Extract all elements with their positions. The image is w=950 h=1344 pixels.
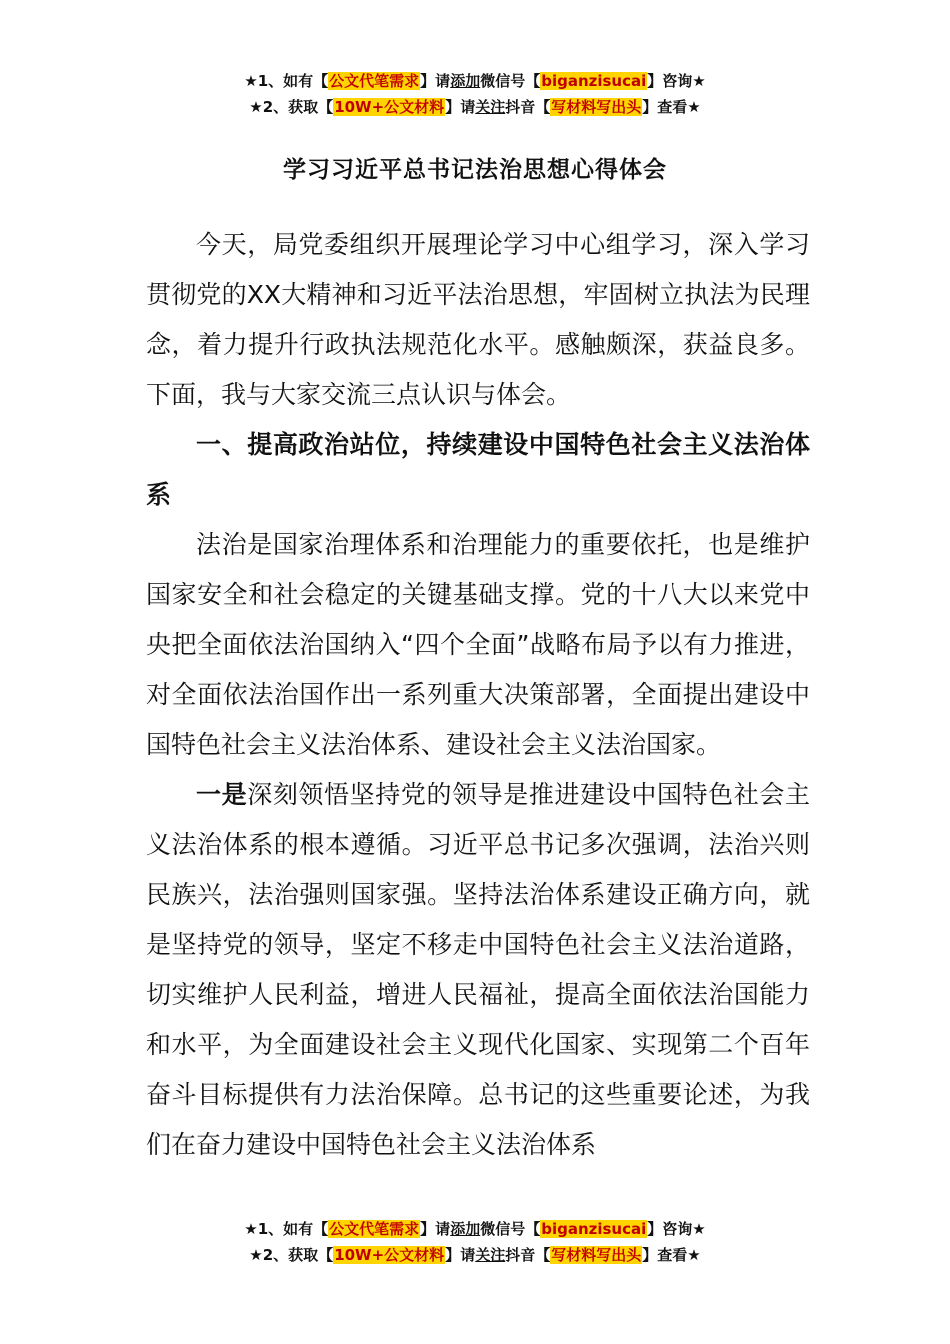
banner-line-1: ★1、如有【公文代笔需求】请添加微信号【biganzisucai】咨询★ bbox=[244, 1220, 706, 1238]
section-heading: 一、提高政治站位，持续建设中国特色社会主义法治体系 bbox=[146, 430, 810, 509]
banner-douyin-name: 写材料写出头 bbox=[551, 98, 642, 116]
banner-underline: 关注 bbox=[475, 98, 506, 116]
banner-underline: 添加 bbox=[450, 1220, 481, 1238]
banner-highlight: 公文代笔需求 bbox=[329, 72, 420, 90]
intro-paragraph: 今天，局党委组织开展理论学习中心组学习，深入学习贯彻党的XX大精神和习近平法治思想，牢固树立执法为民理念，着力提升行政执法规范化水平。感触颇深，获益良多。下面，我与大家交流三点认识与体会。 bbox=[146, 230, 810, 409]
banner-line-1: ★1、如有【公文代笔需求】请添加微信号【biganzisucai】咨询★ bbox=[244, 72, 706, 90]
banner-line-2: ★2、获取【10W+公文材料】请关注抖音【写材料写出头】查看★ bbox=[249, 98, 701, 116]
banner-underline: 关注 bbox=[475, 1246, 506, 1264]
banner-highlight: 10W+公文材料 bbox=[334, 1246, 445, 1264]
paragraph-text: 深刻领悟坚持党的领导是推进建设中国特色社会主义法治体系的根本遵循。习近平总书记多次强调，法治兴则民族兴，法治强则国家强。坚持法治体系建设正确方向，就是坚持党的领导，坚定不移走中国特色社会主义法治道路，切实维护人民利益，增进人民福祉，提高全面依法治国能力和水平，为全面建设社会主义现代化国家、实现第二个百年奋斗目标提供有力法治保障。总书记的这些重要论述，为我们在奋力建设中国特色社会主义法治体系 bbox=[146, 780, 810, 1159]
banner-wechat-id: biganzisucai bbox=[541, 72, 647, 90]
header-banner bbox=[0, 68, 950, 120]
body-paragraph bbox=[146, 770, 810, 1170]
banner-highlight: 公文代笔需求 bbox=[329, 1220, 420, 1238]
banner-highlight: 10W+公文材料 bbox=[334, 98, 445, 116]
banner-underline: 添加 bbox=[450, 72, 481, 90]
document-title: 学习习近平总书记法治思想心得体会 bbox=[283, 157, 667, 183]
body-paragraph: 法治是国家治理体系和治理能力的重要依托，也是维护国家安全和社会稳定的关键基础支撑。党的十八大以来党中央把全面依法治国纳入“四个全面”战略布局予以有力推进，对全面依法治国作出一系列重大决策部署，全面提出建设中国特色社会主义法治体系、建设社会主义法治国家。 bbox=[146, 530, 810, 759]
banner-line-2: ★2、获取【10W+公文材料】请关注抖音【写材料写出头】查看★ bbox=[249, 1246, 701, 1264]
document-body bbox=[146, 220, 810, 1170]
banner-wechat-id: biganzisucai bbox=[541, 1220, 647, 1238]
footer-banner bbox=[0, 1216, 950, 1268]
banner-douyin-name: 写材料写出头 bbox=[551, 1246, 642, 1264]
paragraph-lead: 一是 bbox=[196, 780, 248, 809]
